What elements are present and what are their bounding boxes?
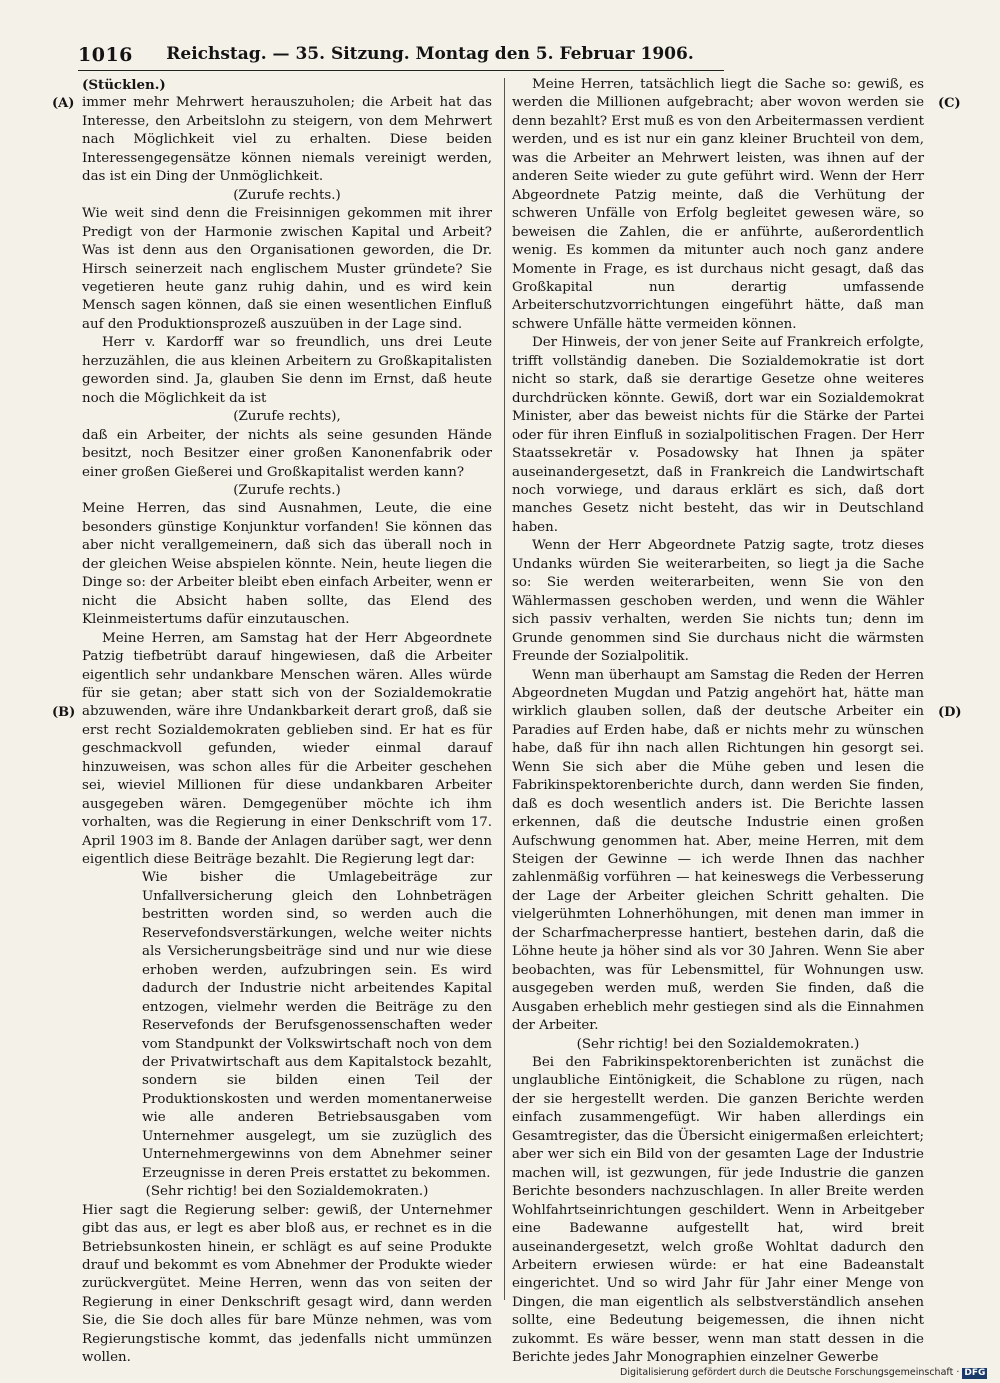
footer-credit: [620, 1367, 987, 1379]
paragraph: immer mehr Mehrwert herauszuholen; die Arbeit hat das Interesse, den Arbeitslohn zu steigern, von dem Mehrwert nach Möglichkeit viel zu erhalten. Diese beiden Interessengegensätze können niemals vereinigt werden, das ist ein Ding der Unmöglichkeit.: [82, 95, 492, 185]
header-rule: [78, 70, 724, 71]
margin-marker-a: (A): [52, 96, 75, 111]
paragraph: Bei den Fabrikinspektorenberichten ist zunächst die unglaubliche Eintönigkeit, die Schablone zu rügen, nach der sie hergestellt werden. Die ganzen Berichte werden einfach zusammengefügt. Wir haben allerdings ein Gesamtregister, das die Übersicht einigermaßen erleichtert; aber wer sich ein Bild von der gesamten Lage der Industrie machen will, ist gezwungen, für jede Industrie die ganzen Berichte besonders nachzuschlagen. In aller Breite werden Wohlfahrtseinrichtungen geschildert. Wenn in Arbeitgeber eine Badewanne aufgestellt hat, wird breit auseinandergesetzt, welch große Wohltat dadurch den Arbeitern erwiesen würde: er hat eine Badeanstalt eingerichtet. Und so wird Jahr für Jahr einer Menge von Dingen, die man eigentlich als selbstverständlich ansehen sollte, eine Bedeutung beigemessen, die ihnen nicht zukommt. Es wäre besser, wenn man statt dessen in die Berichte jedes Jahr Monographien einzelner Gewerbe: [512, 1055, 924, 1366]
page-header: [78, 44, 722, 72]
left-column: [82, 76, 492, 1368]
running-title: Reichstag. — 35. Sitzung. Montag den 5. Februar 1906.: [166, 44, 694, 64]
paragraph: Meine Herren, am Samstag hat der Herr Abgeordnete Patzig tiefbetrübt darauf hingewiesen, daß die Arbeiter eigentlich sehr undankbare Menschen wären. Alles würde für sie getan; aber statt sich von der Sozialdemokratie abzuwenden, wäre ihre Undankbarkeit derart groß, daß sie erst recht Sozialdemokraten geblieben sind. Er hat es für geschmackvoll gefunden, wieder einmal darauf hinzuweisen, was schon alles für die Arbeiter geschehen sei, wieviel Millionen für diese undankbaren Arbeiter ausgegeben wären. Demgegenüber möchte ich ihm vorhalten, was die Regierung in einer Denkschrift vom 17. April 1903 im 8. Bande der Anlagen darüber sagt, wer denn eigentlich diese Beiträge bezahlt. Die Regierung legt dar:: [82, 630, 492, 868]
speaker-label: (Stücklen.): [82, 77, 166, 93]
page-number: 1016: [78, 44, 133, 66]
paragraph: daß ein Arbeiter, der nichts als seine gesunden Hände besitzt, noch Besitzer einer großen Kanonenfabrik oder einer großen Gießerei und Großkapitalist werden kann?: [82, 427, 492, 480]
paragraph: Hier sagt die Regierung selber: gewiß, der Unternehmer gibt das aus, er legt es aber bloß aus, er rechnet es in die Betriebsunkosten hinein, er schlägt es auf seine Produkte drauf und bekommt es vom Abnehmer der Produkte wieder zurückvergütet. Meine Herren, wenn das von seiten der Regierung in einer Denkschrift gesagt wird, dann werden Sie, die Sie doch alles für bare Münze nehmen, was vom Regierungstische kommt, das jedenfalls nicht ummünzen wollen.: [82, 1202, 492, 1366]
margin-marker-d: (D): [938, 705, 962, 720]
paragraph: Meine Herren, das sind Ausnahmen, Leute, die eine besonders günstige Konjunktur vorfanden! Sie können das aber nicht verallgemeinern, daß sich das überall noch in der gleichen Weise abspielen könnte. Nein, heute liegen die Dinge so: der Arbeiter bleibt eben einfach Arbeiter, wenn er nicht die Absicht haben sollte, das Elend des Kleinmeistertums dafür einzutauschen.: [82, 501, 492, 628]
dfg-logo: DFG: [964, 1368, 986, 1378]
column-divider: [504, 78, 505, 1300]
right-column: [512, 76, 924, 1368]
paragraph: Wenn der Herr Abgeordnete Patzig sagte, trotz dieses Undanks würden Sie weiterarbeiten, so liegt ja die Sache so: Sie werden weiterarbeiten, wenn Sie von den Wählermassen geschoben werden, und wenn die Wähler sich passiv verhalten, werden Sie nichts tun; denn im Grunde genommen sind Sie durchaus nicht die wärmsten Freunde der Sozialpolitik.: [512, 538, 924, 665]
margin-marker-b: (B): [52, 705, 76, 720]
margin-marker-c: (C): [938, 96, 961, 111]
interjection: (Sehr richtig! bei den Sozialdemokraten.): [576, 1036, 860, 1052]
block-quote: Wie bisher die Umlagebeiträge zur Unfallversicherung gleich den Lohnbeträgen bestritten worden sind, so werden auch die Reservefondsverstärkungen, welche weiter nichts als Versicherungsbeiträge sind und nur wie diese erhoben werden, aufzubringen sein. Es wird dadurch der Industrie nicht arbeitendes Kapital entzogen, vielmehr werden die Beiträge zu den Reservefonds der Berufsgenossenschaften weder vom Standpunkt der Volkswirtschaft noch von dem der Privatwirtschaft aus dem Kapitalstock bezahlt, sondern sie bilden einen Teil der Produktionskosten und werden momentanerweise wie alle anderen Betriebsausgaben vom Unternehmer ausgelegt, um sie zuzüglich des Unternehmergewinns von dem Abnehmer seiner Erzeugnisse in deren Preis erstattet zu bekommen.: [142, 870, 492, 1181]
paragraph: Wie weit sind denn die Freisinnigen gekommen mit ihrer Predigt von der Harmonie zwischen Kapital und Arbeit? Was ist denn aus den Organisationen geworden, die Dr. Hirsch seinerzeit nach englischem Muster gründete? Sie vegetieren heute ganz ruhig dahin, und es wird kein Mensch sagen können, daß sie einen wesentlichen Einfluß auf den Produktionsprozeß auszuüben in der Lage sind.: [82, 206, 492, 332]
interjection: (Zurufe rechts.): [233, 482, 341, 498]
interjection: (Sehr richtig! bei den Sozialdemokraten.): [145, 1184, 429, 1200]
interjection: (Zurufe rechts),: [233, 409, 341, 425]
paragraph: Wenn man überhaupt am Samstag die Reden der Herren Abgeordneten Mugdan und Patzig angehört hat, hätte man wirklich glauben sollen, daß der deutsche Arbeiter ein Paradies auf Erden habe, daß er nichts mehr zu wünschen habe, daß für ihn nach allen Richtungen hin gesorgt sei. Wenn Sie sich aber die Mühe geben und lesen die Fabrikinspektorenberichte durch, dann werden Sie finden, daß es doch wesentlich anders ist. Die Berichte lassen erkennen, daß die deutsche Industrie einen großen Aufschwung genommen hat. Aber, meine Herren, mit dem Steigen der Gewinne — ich werde Ihnen das nachher zahlenmäßig vorführen — hat keineswegs die Verbesserung der Lage der Arbeiter gleichen Schritt gehalten. Die vielgerühmten Lohnerhöhungen, mit denen man immer in der Scharfmacherpresse hantiert, bestehen darin, daß die Löhne heute ja höher sind als vor 30 Jahren. Wenn Sie aber beobachten, was für Lebensmittel, für Wohnungen usw. ausgegeben werden muß, werden Sie finden, daß die Ausgaben erheblich mehr gestiegen sind als die Einnahmen der Arbeiter.: [512, 667, 924, 1034]
paragraph: Meine Herren, tatsächlich liegt die Sache so: gewiß, es werden die Millionen aufgebracht; aber wovon werden sie denn bezahlt? Erst muß es von den Arbeitermassen verdient werden, und es ist nur ein ganz kleiner Bruchteil von dem, was die Arbeiter an Mehrwert leisten, was ihnen auf der anderen Seite wieder zu gute geführt wird. Wenn der Herr Abgeordnete Patzig meinte, daß die Verhütung der schweren Unfälle von Erfolg begleitet gewesen wäre, so beweisen die Zahlen, die er anführte, außerordentlich wenig. Es kommen da mitunter auch noch ganz andere Momente in Frage, es ist durchaus nicht gesagt, daß das Großkapital nun derartig umfassende Arbeiterschutzvorrichtungen eingeführt hätte, daß man schwere Unfälle hätte vermeiden können.: [512, 77, 924, 332]
paragraph: Herr v. Kardorff war so freundlich, uns drei Leute herzuzählen, die aus kleinen Arbeitern zu Großkapitalisten geworden sind. Ja, glauben Sie denn im Ernst, daß heute noch die Möglichkeit da ist: [82, 335, 492, 406]
paragraph: Der Hinweis, der von jener Seite auf Frankreich erfolgte, trifft vollständig daneben. Die Sozialdemokratie ist dort nicht so stark, daß sie derartige Gesetze ohne weiteres durchdrücken könnte. Gewiß, dort war ein Sozialdemokrat Minister, aber das beweist nichts für die Stärke der Partei oder für ihren Einfluß in sozialpolitischen Fragen. Der Herr Staatssekretär v. Posadowsky hat Ihnen ja später auseinandergesetzt, daß in Frankreich die Landwirtschaft noch vorwiege, und daraus erklärt es sich, daß dort manches Gesetz nicht besteht, das wir in Deutschland haben.: [512, 335, 924, 535]
interjection: (Zurufe rechts.): [233, 187, 341, 203]
footer-text: Digitalisierung gefördert durch die Deutsche Forschungsgemeinschaft ·: [620, 1367, 960, 1378]
